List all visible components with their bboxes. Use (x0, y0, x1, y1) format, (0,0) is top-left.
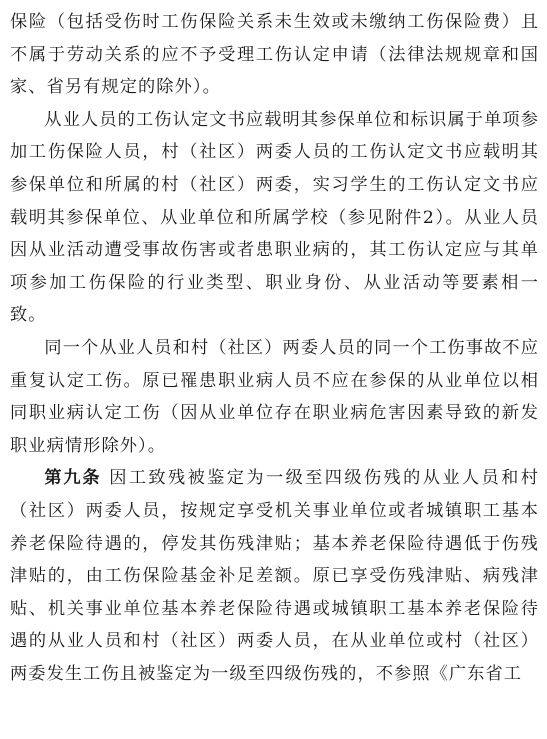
paragraph-continuation (10, 6, 539, 104)
paragraph-text: 从业人员的工伤认定文书应载明其参保单位和标识属于单项参加工伤保险人员，村（社区）两委人员的工伤认定文书应载明其参保单位和所属的村（社区）两委，实习学生的工伤认定文书应载明其参保单位、从业单位和所属学校（参见附件2）。从业人员因从业活动遭受事故伤害或者患职业病的，其工伤认定应与其单项参加工伤保险的行业类型、职业身份、从业活动等要素相一致。 (10, 109, 539, 326)
article-heading: 第九条 (44, 468, 102, 489)
paragraph-text: 同一个从业人员和村（社区）两委人员的同一个工伤事故不应重复认定工伤。原已罹患职业病人员不应在参保的从业单位以相同职业病认定工伤（因从业单位存在职业病危害因素导致的新发职业病情形除外）。 (10, 337, 539, 456)
paragraph-no-duplicate-recognition (10, 332, 539, 462)
paragraph-article-nine (10, 462, 539, 690)
paragraph-text: 保险（包括受伤时工伤保险关系未生效或未缴纳工伤保险费）且不属于劳动关系的应不予受理工伤认定申请（法律法规规章和国家、省另有规定的除外）。 (10, 12, 539, 98)
paragraph-text: 因工致残被鉴定为一级至四级伤残的从业人员和村（社区）两委人员，按规定享受机关事业单位或者城镇职工基本养老保险待遇的，停发其伤残津贴；基本养老保险待遇低于伤残津贴的，由工伤保险基金补足差额。原已享受伤残津贴、病残津贴、机关事业单位基本养老保险待遇或城镇职工基本养老保险待遇的从业人员和村（社区）两委人员，在从业单位或村（社区）两委发生工伤且被鉴定为一级至四级伤残的，不参照《广东省工 (10, 468, 539, 684)
paragraph-certificate-content (10, 104, 539, 332)
